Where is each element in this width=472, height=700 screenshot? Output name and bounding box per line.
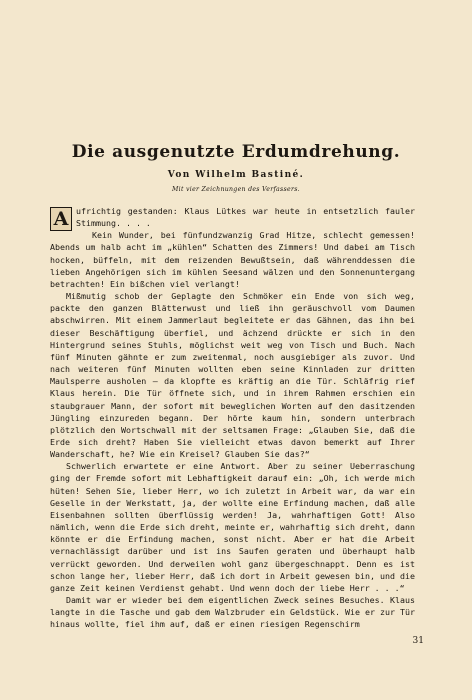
article-title: Die ausgenutzte Erdumdrehung. [71, 142, 401, 162]
author-byline: Von Wilhelm Bastiné. [167, 170, 305, 180]
paragraph-5: Damit war er wieder bei dem eigentlichen Zweck seines Besuches. Klaus langte in die Tasche und gab dem Walzbruder ein Geldstück. Wie er zur Tür hinaus wollte, fiel ihm auf, daß er einen riesigen Regenschirm [50, 595, 415, 630]
page-number: 31 [412, 636, 424, 646]
paragraph-3: Mißmutig schob der Geplagte den Schmöker ein Ende von sich weg, packte den ganzen Blätterwust und ließ ihn geräuschvoll vom Daumen abschwirren. Mit einem Jammerlaut begleitete er das Gähnen, das ihn bei dieser Beschäftigung überfiel, und ächzend drückte er sich in den Hintergrund seines Stuhls, möglichst weit weg von Tisch und Buch. Nach fünf Minuten gähnte er zum zweitenmal, noch ausgiebiger als zuvor. Und nach weiteren fünf Minuten wollten eben seine Kinnladen zur dritten Maulsperre ausholen — da klopfte es kräftig an die Tür. Schläfrig rief Klaus herein. Die Tür öffnete sich, und in ihrem Rahmen erschien ein staubgrauer Mann, der sofort mit beweglichen Worten auf den dasitzenden Jüngling einzureden begann. Der hörte kaum hin, sondern unterbrach plötzlich den Wortschwall mit der seltsamen Frage: „Glauben Sie, daß die Erde sich dreht? Haben Sie vielleicht etwas davon bemerkt auf Ihrer Wanderschaft, he? Wie ein Kreisel? Glauben Sie das?“ [50, 291, 415, 460]
illustration-note: Mit vier Zeichnungen des Verfassers. [172, 186, 300, 193]
drop-cap: A [50, 207, 72, 231]
paragraph-4: Schwerlich erwartete er eine Antwort. Aber zu seiner Ueberraschung ging der Fremde sofort mit Lebhaftigkeit darauf ein: „Oh, ich werde mich hüten! Sehen Sie, lieber Herr, wo ich zuletzt in Arbeit war, da war ein Geselle in der Werkstatt, ja, der wollte eine Erfindung machen, daß alle Eisenbahnen sollten überflüssig werden! Ja, wahrhaftigen Gott! Also nämlich, wenn die Erde sich dreht, meinte er, wahrhaftig sich dreht, dann könnte er die Erfindung machen, sonst nicht. Aber er hat die Arbeit vernachlässigt darüber und ist ins Saufen geraten und überhaupt halb verrückt geworden. Und derweilen wohl ganz übergeschnappt. Denn es ist schon lange her, lieber Herr, daß ich dort in Arbeit gewesen bin, und die ganze Zeit keinen Verdienst gehabt. Und wenn doch der liebe Herr . . .“ [50, 461, 415, 593]
paragraph-2: Kein Wunder, bei fünfundzwanzig Grad Hitze, schlecht gemessen! Abends um halb acht im „kühlen“ Schatten des Zimmers! Und dabei am Tisch hocken, büffeln, mit dem reizenden Bewußtsein, daß währenddessen die lieben Angehörigen sich im kühlen Seesand wälzen und den Sonnenuntergang betrachten! Ein bißchen viel verlangt! [50, 230, 415, 289]
paragraph-1-text: ufrichtig gestanden: Klaus Lütkes war heute in entsetzlich fauler Stimmung. . . . [76, 206, 415, 229]
paragraph-1 [50, 205, 415, 229]
article-body [50, 205, 415, 630]
